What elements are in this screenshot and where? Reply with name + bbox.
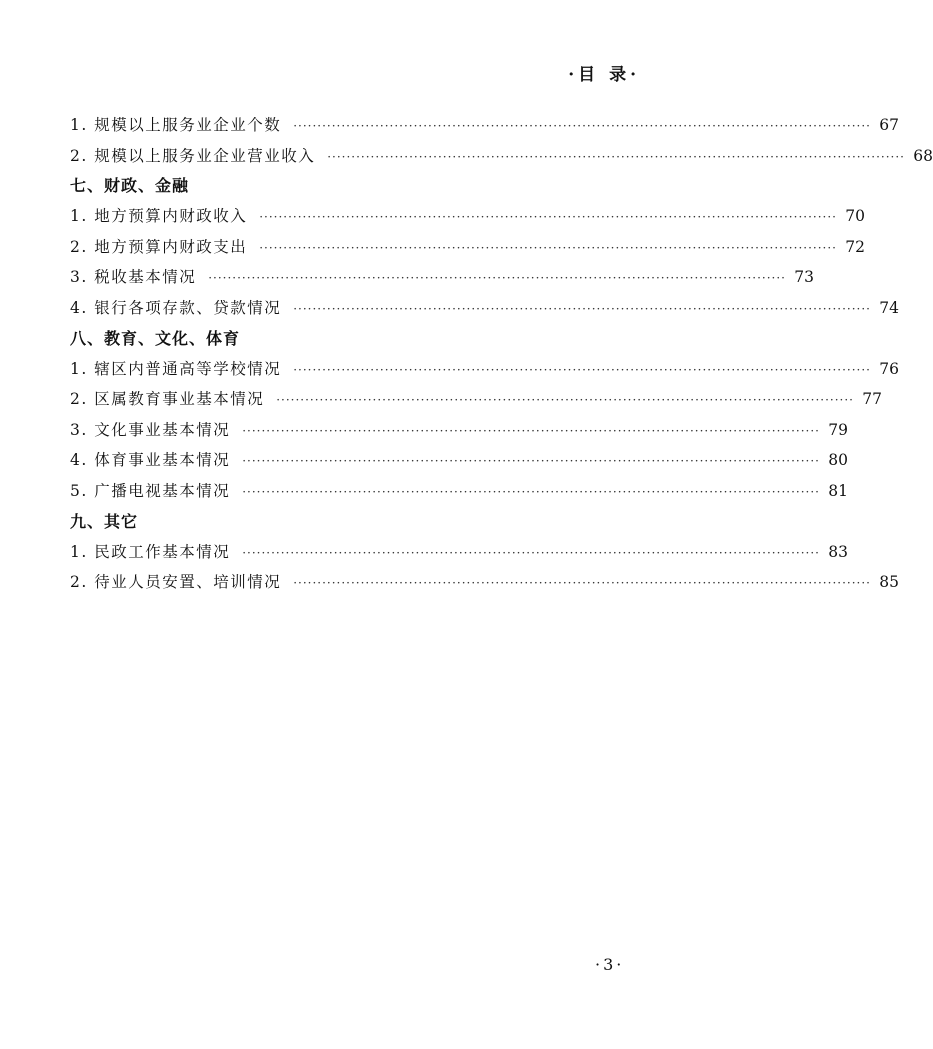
dot-leader: ························································································································ [242, 454, 820, 469]
dot-leader: ························································································································ [327, 149, 905, 164]
dot-leader: ························································································································ [293, 362, 871, 377]
dot-leader: ························································································································ [259, 240, 837, 255]
toc-entry[interactable] [70, 445, 848, 476]
toc-entry-page: 77 [862, 390, 882, 409]
dot-leader: ························································································································ [242, 484, 820, 499]
toc-section-title: 七、财政、金融 [70, 176, 190, 196]
toc-entry-page: 81 [828, 481, 848, 500]
table-of-contents [70, 110, 933, 598]
toc-entry[interactable] [70, 354, 899, 385]
toc-entry[interactable] [70, 141, 933, 172]
toc-entry-label: 2. 区属教育事业基本情况 [70, 390, 265, 409]
toc-entry[interactable] [70, 232, 865, 263]
toc-entry[interactable] [70, 384, 882, 415]
dot-leader: ························································································································ [208, 271, 786, 286]
dot-leader: ························································································································ [242, 423, 820, 438]
toc-entry[interactable] [70, 293, 899, 324]
toc-entry[interactable] [70, 110, 899, 141]
toc-entry[interactable] [70, 415, 848, 446]
dot-leader: ························································································································ [293, 576, 871, 591]
dot-leader: ························································································································ [259, 210, 837, 225]
toc-entry-label: 5. 广播电视基本情况 [70, 481, 231, 500]
dot-leader: ························································································································ [276, 393, 854, 408]
toc-entry-label: 2. 规模以上服务业企业营业收入 [70, 146, 316, 165]
toc-entry-label: 3. 税收基本情况 [70, 268, 197, 287]
toc-entry[interactable] [70, 567, 899, 598]
toc-entry[interactable] [70, 201, 865, 232]
toc-entry-label: 1. 民政工作基本情况 [70, 542, 231, 561]
dot-leader: ························································································································ [242, 545, 820, 560]
toc-entry[interactable] [70, 262, 814, 293]
toc-entry-page: 80 [828, 451, 848, 470]
toc-entry-page: 79 [828, 420, 848, 439]
dot-leader: ························································································································ [293, 119, 871, 133]
dot-leader: ························································································································ [293, 301, 871, 316]
toc-entry-label: 4. 银行各项存款、贷款情况 [70, 298, 282, 317]
toc-entry-page: 74 [879, 298, 899, 317]
toc-entry-label: 1. 规模以上服务业企业个数 [70, 116, 282, 134]
toc-entry-page: 72 [845, 237, 865, 256]
toc-entry-label: 1. 辖区内普通高等学校情况 [70, 359, 282, 378]
toc-entry-page: 76 [879, 359, 899, 378]
toc-entry-label: 2. 待业人员安置、培训情况 [70, 573, 282, 592]
toc-entry-page: 68 [913, 146, 933, 165]
toc-entry-label: 4. 体育事业基本情况 [70, 451, 231, 470]
toc-entry-label: 3. 文化事业基本情况 [70, 420, 231, 439]
page-number: ·3· [595, 955, 625, 974]
toc-entry-page: 67 [879, 116, 899, 134]
toc-entry-page: 83 [828, 542, 848, 561]
toc-entry-label: 1. 地方预算内财政收入 [70, 207, 248, 226]
toc-section-title: 九、其它 [70, 511, 139, 531]
toc-entry[interactable] [70, 537, 848, 568]
toc-entry-page: 70 [845, 207, 865, 226]
toc-entry-label: 2. 地方预算内财政支出 [70, 237, 248, 256]
page-header-title: ·目 录· [568, 65, 640, 85]
toc-entry[interactable] [70, 476, 848, 507]
toc-section-title: 八、教育、文化、体育 [70, 328, 241, 348]
toc-entry-page: 85 [879, 573, 899, 592]
toc-entry-page: 73 [794, 268, 814, 287]
